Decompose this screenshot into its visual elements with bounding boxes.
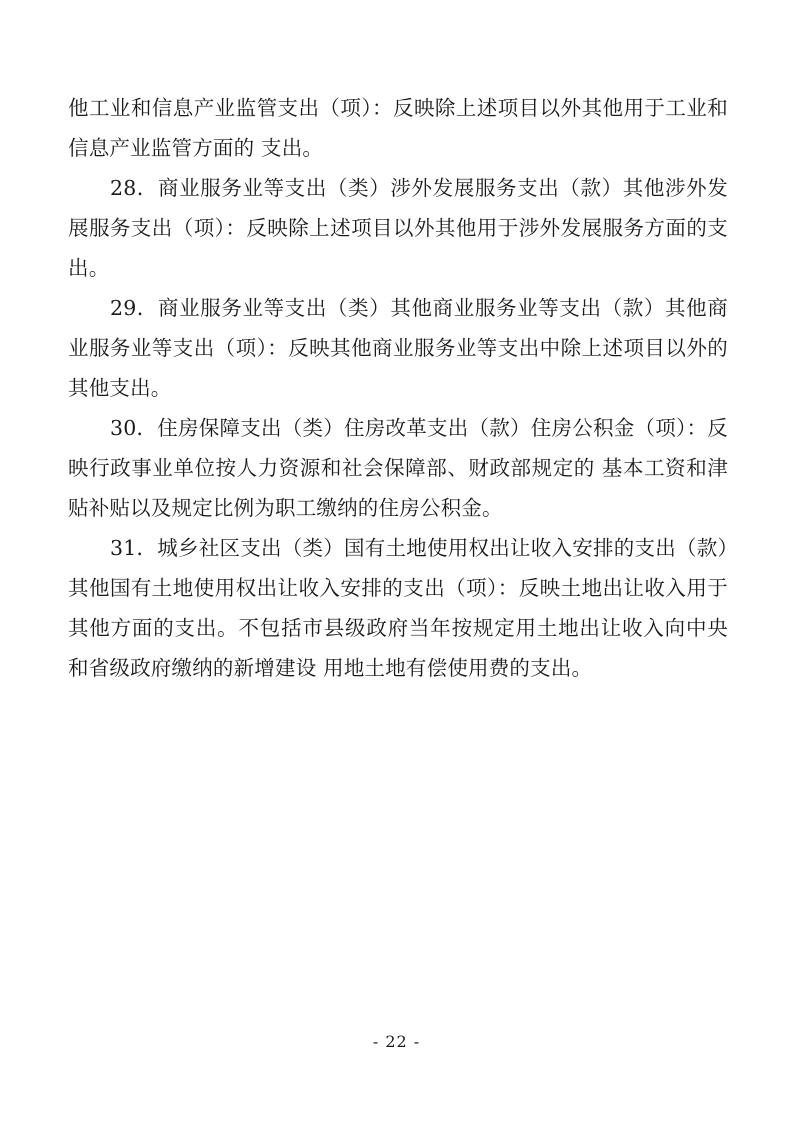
- paragraph-continuation: 他工业和信息产业监管支出（项）：反映除上述项目以外其他用于工业和信息产业监管方面的 支出。: [68, 96, 728, 160]
- document-body: [68, 88, 728, 688]
- paragraph-item-31: 31．城乡社区支出（类）国有土地使用权出让收入安排的支出（款）其他国有土地使用权出让收入安排的支出（项）：反映土地出让收入用于其他方面的支出。不包括市县级政府当年按规定用土地出让收入向中央和省级政府缴纳的新增建设 用地土地有偿使用费的支出。: [68, 536, 728, 680]
- paragraph-item-30: 30．住房保障支出（类）住房改革支出（款）住房公积金（项）：反映行政事业单位按人力资源和社会保障部、财政部规定的 基本工资和津贴补贴以及规定比例为职工缴纳的住房公积金。: [68, 416, 728, 520]
- paragraph-item-28: 28．商业服务业等支出（类）涉外发展服务支出（款）其他涉外发展服务支出（项）：反映除上述项目以外其他用于涉外发展服务方面的支出。: [68, 176, 728, 280]
- paragraph-item-29: 29．商业服务业等支出（类）其他商业服务业等支出（款）其他商业服务业等支出（项）：反映其他商业服务业等支出中除上述项目以外的其他支出。: [68, 296, 728, 400]
- page-number-footer: - 22 -: [372, 1032, 421, 1051]
